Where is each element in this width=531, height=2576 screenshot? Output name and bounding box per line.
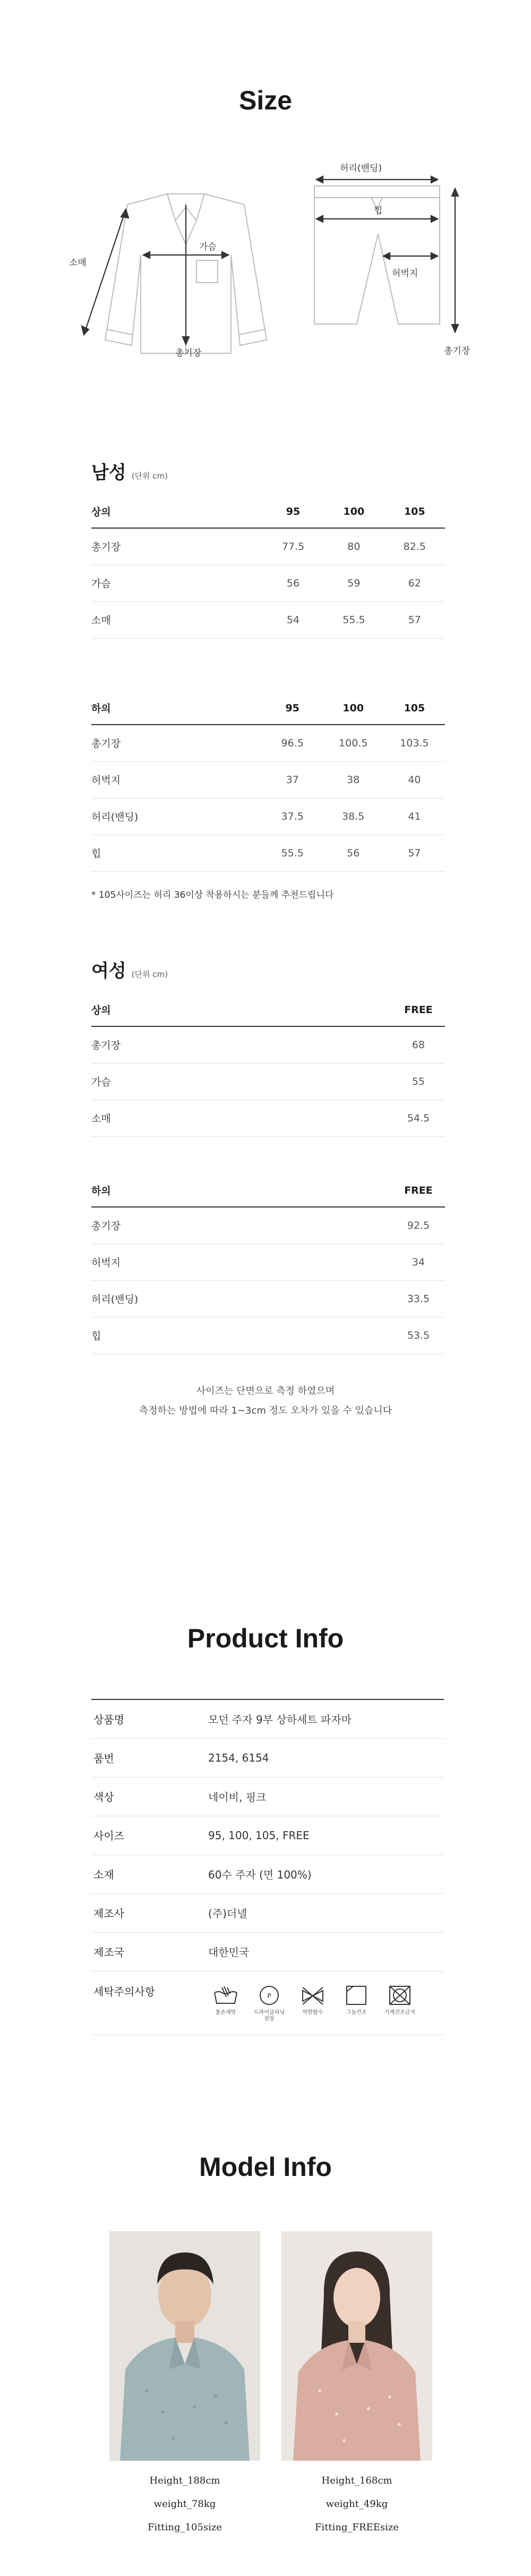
table-header-cell: 100 [323, 495, 384, 528]
table-row [91, 725, 445, 761]
pants-diagram [303, 159, 478, 361]
table-header-cell: 상의 [91, 495, 263, 528]
low-iron-icon [386, 1983, 414, 2008]
table-cell: 68 [392, 1026, 445, 1063]
care-icons [208, 1983, 444, 2022]
men-title: 남성 [91, 462, 126, 483]
info-value: 모던 주자 9부 상하세트 파자마 [208, 1699, 444, 1738]
info-value: 대한민국 [208, 1932, 444, 1971]
men-size-note: * 105사이즈는 허리 36이상 착용하시는 분들께 추천드립니다 [91, 890, 334, 900]
model-photo-male [109, 2231, 260, 2461]
table-header-cell: 상의 [91, 993, 392, 1026]
table-cell: 100.5 [323, 725, 384, 761]
table-header-cell: 하의 [91, 692, 262, 725]
table-row [91, 798, 445, 835]
table-row [91, 1063, 445, 1100]
table-cell: 55.5 [323, 601, 384, 638]
row-label: 총기장 [91, 1207, 392, 1244]
table-row [91, 1244, 445, 1280]
table-cell: 40 [384, 761, 445, 798]
top-length-label: 총기장 [175, 348, 202, 359]
table-cell: 92.5 [392, 1207, 445, 1244]
model-info-title: Model Info [199, 2152, 332, 2182]
care-item [208, 1983, 243, 2022]
care-item [295, 1983, 330, 2022]
info-value: (주)더넬 [208, 1893, 444, 1932]
women-top-table [91, 993, 445, 1137]
table-cell: 56 [323, 835, 384, 871]
care-item-label: 기계건조금지 [384, 2009, 415, 2016]
hip-label: 힙 [374, 206, 383, 216]
table-cell: 62 [384, 565, 445, 601]
table-cell: 53.5 [392, 1317, 445, 1354]
product-info-table [91, 1699, 444, 2035]
table-header-cell: FREE [392, 1174, 445, 1207]
table-row [91, 528, 445, 565]
thigh-label: 허벅지 [392, 268, 418, 279]
care-item [382, 1983, 417, 2022]
size-title: Size [238, 86, 293, 115]
info-row [91, 1816, 444, 1855]
male-model-image [109, 2231, 260, 2461]
model-height: Height_168cm [321, 2475, 392, 2486]
row-label: 허리(밴딩) [91, 798, 262, 835]
table-cell: 54.5 [392, 1100, 445, 1136]
table-header-row [91, 495, 445, 528]
row-label: 허리(밴딩) [91, 1280, 392, 1317]
female-model-caption [281, 2469, 432, 2539]
info-row [91, 1777, 444, 1816]
shirt-diagram [69, 175, 292, 361]
women-unit: (단위 cm) [131, 970, 168, 979]
dry-clean-icon [255, 1983, 284, 2008]
dry-flat-icon [342, 1983, 371, 2008]
table-cell: 59 [323, 565, 384, 601]
info-value: 네이비, 핑크 [208, 1777, 444, 1816]
row-label: 가슴 [91, 1063, 392, 1100]
men-bottom-table [91, 692, 445, 872]
care-item-label: 약한탈수 [302, 2009, 323, 2016]
table-cell: 55.5 [262, 835, 323, 871]
care-row [91, 1971, 444, 2035]
row-label: 힙 [91, 835, 262, 871]
info-value: 2154, 6154 [208, 1738, 444, 1777]
care-label: 세탁주의사항 [91, 1971, 208, 2035]
women-heading [91, 956, 168, 982]
info-row [91, 1699, 444, 1738]
info-value: 60수 주자 (면 100%) [208, 1855, 444, 1893]
info-key: 제조사 [91, 1893, 208, 1932]
table-header-cell: 95 [263, 495, 323, 528]
care-item-label: 물손세탁 [215, 2009, 236, 2016]
waist-band-label: 허리(밴딩) [340, 163, 382, 174]
table-row [91, 835, 445, 871]
row-label: 소매 [91, 1100, 392, 1136]
table-row [91, 1026, 445, 1063]
table-cell: 37.5 [262, 798, 323, 835]
table-header-row [91, 692, 445, 725]
row-label: 소매 [91, 601, 263, 638]
table-cell: 41 [384, 798, 445, 835]
table-cell: 38 [323, 761, 384, 798]
model-fitting: Fitting_105size [147, 2522, 222, 2533]
table-cell: 33.5 [392, 1280, 445, 1317]
measure-note-line2: 측정하는 방법에 따라 1~3cm 정도 오차가 있을 수 있습니다 [139, 1405, 392, 1416]
table-header-row [91, 1174, 445, 1207]
model-weight: weight_49kg [326, 2498, 388, 2510]
care-icons-cell [208, 1971, 444, 2035]
info-key: 사이즈 [91, 1816, 208, 1855]
info-row [91, 1932, 444, 1971]
table-header-cell: 하의 [91, 1174, 392, 1207]
table-row [91, 1317, 445, 1354]
row-label: 총기장 [91, 528, 263, 565]
row-label: 가슴 [91, 565, 263, 601]
info-row [91, 1855, 444, 1893]
female-model-image [281, 2231, 432, 2461]
table-cell: 38.5 [323, 798, 384, 835]
table-row [91, 565, 445, 601]
info-key: 품번 [91, 1738, 208, 1777]
table-cell: 55 [392, 1063, 445, 1100]
men-top-table [91, 495, 445, 639]
row-label: 허벅지 [91, 1244, 392, 1280]
model-photo-female [281, 2231, 432, 2461]
no-bleach-icon [298, 1983, 327, 2008]
table-cell: 96.5 [262, 725, 323, 761]
row-label: 힙 [91, 1317, 392, 1354]
care-item [252, 1983, 287, 2022]
table-header-cell: 105 [384, 495, 445, 528]
table-cell: 34 [392, 1244, 445, 1280]
info-value: 95, 100, 105, FREE [208, 1816, 444, 1855]
info-key: 상품명 [91, 1699, 208, 1738]
info-row [91, 1738, 444, 1777]
table-cell: 37 [262, 761, 323, 798]
bottom-length-label: 총기장 [444, 346, 470, 356]
table-row [91, 1100, 445, 1136]
table-cell: 103.5 [384, 725, 445, 761]
table-header-cell: 95 [262, 692, 323, 725]
chest-label: 가슴 [199, 242, 217, 252]
table-header-cell: 105 [384, 692, 445, 725]
info-row [91, 1893, 444, 1932]
sleeve-label: 소매 [69, 258, 87, 268]
info-key: 소재 [91, 1855, 208, 1893]
model-weight: weight_78kg [153, 2498, 216, 2510]
hand-wash-icon [211, 1983, 240, 2008]
men-heading [91, 458, 168, 484]
info-key: 색상 [91, 1777, 208, 1816]
model-fitting: Fitting_FREEsize [314, 2522, 399, 2533]
table-cell: 57 [384, 835, 445, 871]
care-item-label: 드라이클리닝 권장 [254, 2009, 285, 2022]
svg-text:P: P [267, 1992, 271, 2000]
table-cell: 54 [263, 601, 323, 638]
row-label: 총기장 [91, 725, 262, 761]
row-label: 허벅지 [91, 761, 262, 798]
table-header-row [91, 993, 445, 1026]
table-row [91, 601, 445, 638]
measure-note-line1: 사이즈는 단면으로 측정 하였으며 [196, 1385, 335, 1397]
table-header-cell: FREE [392, 993, 445, 1026]
table-cell: 82.5 [384, 528, 445, 565]
product-info-title: Product Info [187, 1623, 344, 1653]
men-unit: (단위 cm) [131, 471, 168, 481]
table-row [91, 1207, 445, 1244]
measure-note [0, 1381, 531, 1421]
table-row [91, 761, 445, 798]
care-item [339, 1983, 374, 2022]
table-cell: 77.5 [263, 528, 323, 565]
table-header-cell: 100 [323, 692, 384, 725]
male-model-caption [109, 2469, 260, 2539]
table-cell: 56 [263, 565, 323, 601]
model-height: Height_188cm [149, 2475, 220, 2486]
row-label: 총기장 [91, 1026, 392, 1063]
info-key: 제조국 [91, 1932, 208, 1971]
care-item-label: 그늘건조 [346, 2009, 367, 2016]
table-cell: 57 [384, 601, 445, 638]
table-cell: 80 [323, 528, 384, 565]
women-title: 여성 [91, 960, 126, 982]
women-bottom-table [91, 1174, 445, 1354]
table-row [91, 1280, 445, 1317]
